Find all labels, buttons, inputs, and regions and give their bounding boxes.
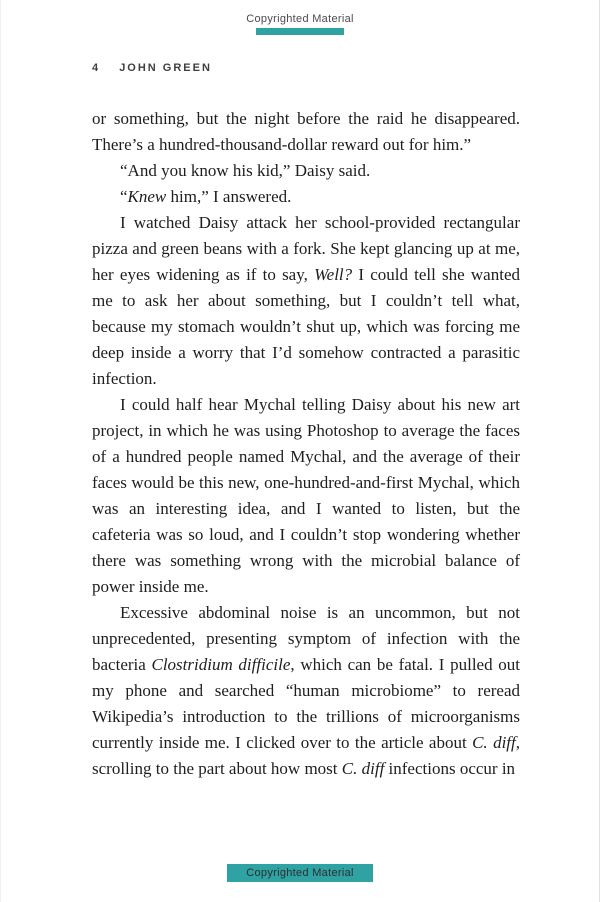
body-text — [92, 106, 520, 782]
copyright-notice-bottom: Copyrighted Material — [246, 867, 354, 879]
paragraph: or something, but the night before the raid he disappeared. There’s a hundred-thousand-dollar reward out for him.” — [92, 109, 520, 154]
page-number: 4 — [92, 62, 101, 74]
paragraph: I could half hear Mychal telling Daisy about his new art project, in which he was using Photoshop to average the faces of a hundred people named Mychal, and the average of their faces would be this new, one-hundred-and-first Mychal, which was an interesting idea, and I wanted to listen, but the cafeteria was so loud, and I couldn’t stop wondering whether there was something wrong with the microbial balance of power inside me. — [92, 395, 520, 596]
copyright-accent-bar-top — [256, 28, 344, 35]
paragraph: “And you know his kid,” Daisy said. — [120, 161, 371, 180]
paragraph: Excessive abdominal noise is an uncommon, but not unprecedented, presenting symptom of infection with the bacteria Clostridium difficile, which can be fatal. I pulled out my phone and searched “human microbiome” to reread Wikipedia’s introduction to the trillions of microorganisms currently inside me. I clicked over to the article about C. diff, scrolling to the part about how most C. diff infections occur in — [92, 603, 521, 778]
copyright-banner-bottom — [227, 864, 373, 882]
paragraph: “Knew him,” I answered. — [120, 187, 292, 206]
paragraph: I watched Daisy attack her school-provided rectangular pizza and green beans with a fork. She kept glancing up at me, her eyes widening as if to say, Well? I could tell she wanted me to ask her about something, but I couldn’t tell what, because my stomach wouldn’t shut up, which was forcing me deep inside a worry that I’d somehow contracted a parasitic infection. — [92, 213, 520, 388]
author-name: JOHN GREEN — [119, 62, 212, 74]
copyright-notice-top: Copyrighted Material — [246, 13, 354, 25]
page-header — [92, 62, 212, 74]
